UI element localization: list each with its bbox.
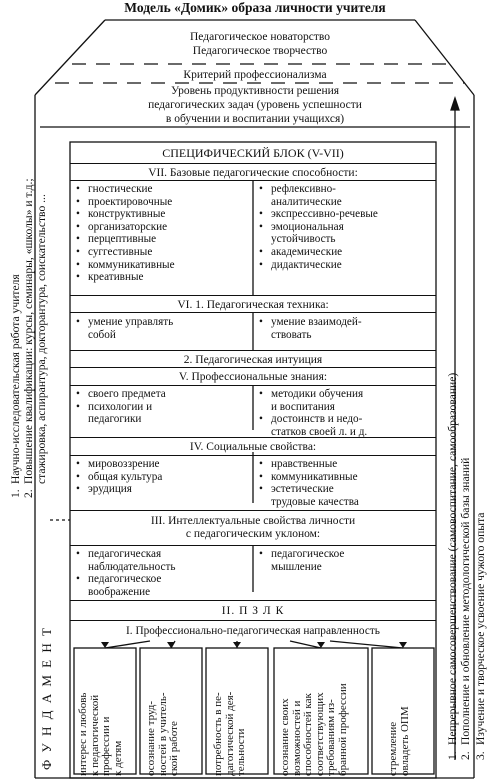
list-item: • организаторские [76,221,251,234]
list-item-cont: мышление [271,560,322,573]
left-wall-item2-line2: стажировка, аспирантура, докторантура, соискательство ... [35,194,48,484]
block-v-title: V. Профессиональные знания: [70,367,436,385]
list-item: • экспрессивно-речевые [259,208,434,221]
left-wall-item2-line1: Повышение квалификации: курсы, семинары, «школы» и т.д.; [22,178,35,484]
list-item-cont: собой [88,328,116,341]
roof-level-3: в обучении и воспитании учащихся) [165,113,345,125]
list-item: • эмоциональная [259,221,434,234]
roof-right-slope [415,20,474,95]
list-item: • мировоззрение [76,458,251,471]
list-item: • педагогическое [76,573,251,586]
list-item: • методики обучения [259,388,434,401]
list-item: • психологии и [76,401,251,414]
list-item: • эрудиция [76,483,251,496]
list-item: • коммуникативные [76,259,251,272]
block-ii-title: II. П З Л К [70,600,436,620]
foundation-col-1: интерес и любовь к педагогической профессии и к детям [77,692,124,776]
list-item-cont: устойчивость [271,233,336,246]
list-item: • эстетические [259,483,434,496]
left-wall-item1-num: 1. [9,489,22,498]
list-item: • конструктивные [76,208,251,221]
right-wall-item3-num: 3. [474,751,487,760]
block-i-title: I. Профессионально-педагогическая направленность [70,620,436,642]
block-v-right-list [259,388,434,438]
list-item-cont: воображение [88,585,151,598]
list-item: • педагогическая [76,548,251,561]
list-item: • перцептивные [76,233,251,246]
block-vii-left-list [76,183,251,284]
list-item-cont: и воспитания [271,400,335,413]
left-wall-item1: Научно-исследовательская работа учителя [9,274,22,484]
list-item: • достоинств и недо- [259,413,434,426]
block-intuition: 2. Педагогическая интуиция [70,350,436,368]
block-iii-left-list [76,548,251,598]
list-item-cont: аналитические [271,195,342,208]
block-iv-title: IV. Социальные свойства: [70,437,436,455]
list-item: • проектировочные [76,196,251,209]
block-v-left-list [76,388,251,426]
roof-level-2: педагогических задач (уровень успешности [148,99,362,111]
block-vi-title: VI. 1. Педагогическая техника: [70,295,436,313]
block-vi-right-list [259,316,434,341]
block-iv-left-list [76,458,251,496]
list-item: • своего предмета [76,388,251,401]
list-item: • креативные [76,271,251,284]
list-item-cont: трудовые качества [271,495,359,508]
roof-criterion: Критерий профессионализма [183,69,327,81]
list-item-cont: ствовать [271,328,312,341]
right-wall-item1-num: 1. [446,751,459,760]
block-vi-left-list [76,316,251,341]
block-iv-right-list [259,458,434,508]
list-item: • общая культура [76,471,251,484]
list-item: • коммуникативные [259,471,434,484]
list-item: • дидактические [259,259,434,272]
right-wall-item2: Пополнение и обновление методологической базы знаний [459,457,472,745]
list-item: • суггестивные [76,246,251,259]
foundation-col-2: осознание труд- ностей в учитель- ской работе [145,692,180,776]
right-wall-item1: Непрерывное самосовершенствование (самовоспитание, самообразование) [446,372,459,745]
list-item-cont: статков своей л. и д. [271,425,368,438]
roof-level-1: Уровень продуктивности решения [170,85,340,97]
right-wall-item3: Изучение и творческое усвоение чужого опыта [474,512,487,745]
block-vii-right-list [259,183,434,271]
right-wall-item2-num: 2. [459,751,472,760]
list-item: • рефлексивно- [259,183,434,196]
foundation-label: Ф У Н Д А М Е Н Т [39,626,54,770]
specific-block-title: СПЕЦИФИЧЕСКИЙ БЛОК (V-VII) [162,146,344,160]
list-item: • умение взаимодей- [259,316,434,329]
list-item-cont: наблюдательность [88,560,176,573]
list-item-cont: педагогики [88,413,142,426]
foundation-col-4: осознание своих возможностей и способностей как соответствующих требованиям из- бранной профессии [279,683,349,776]
left-wall-item2-num: 2. [22,489,35,498]
list-item: • гностические [76,183,251,196]
page-title: Модель «Домик» образа личности учителя [124,0,386,15]
list-item: • педагогическое [259,548,434,561]
list-item: • умение управлять [76,316,251,329]
block-iii-right-list [259,548,434,573]
block-vii-title: VII. Базовые педагогические способности: [70,163,436,181]
roof-creativity: Педагогическое творчество [192,45,328,57]
block-iii-title: III. Интеллектуальные свойства личности с педагогическим уклоном: [70,510,436,546]
list-item: • академические [259,246,434,259]
roof-innovation: Педагогическое новаторство [189,31,330,43]
foundation-col-5: стремление овладеть ОПМ [387,706,411,776]
roof-left-slope [35,20,105,95]
list-item: • нравственные [259,458,434,471]
foundation-col-3: потребность в пе- дагогической дея- тельности [212,691,247,776]
